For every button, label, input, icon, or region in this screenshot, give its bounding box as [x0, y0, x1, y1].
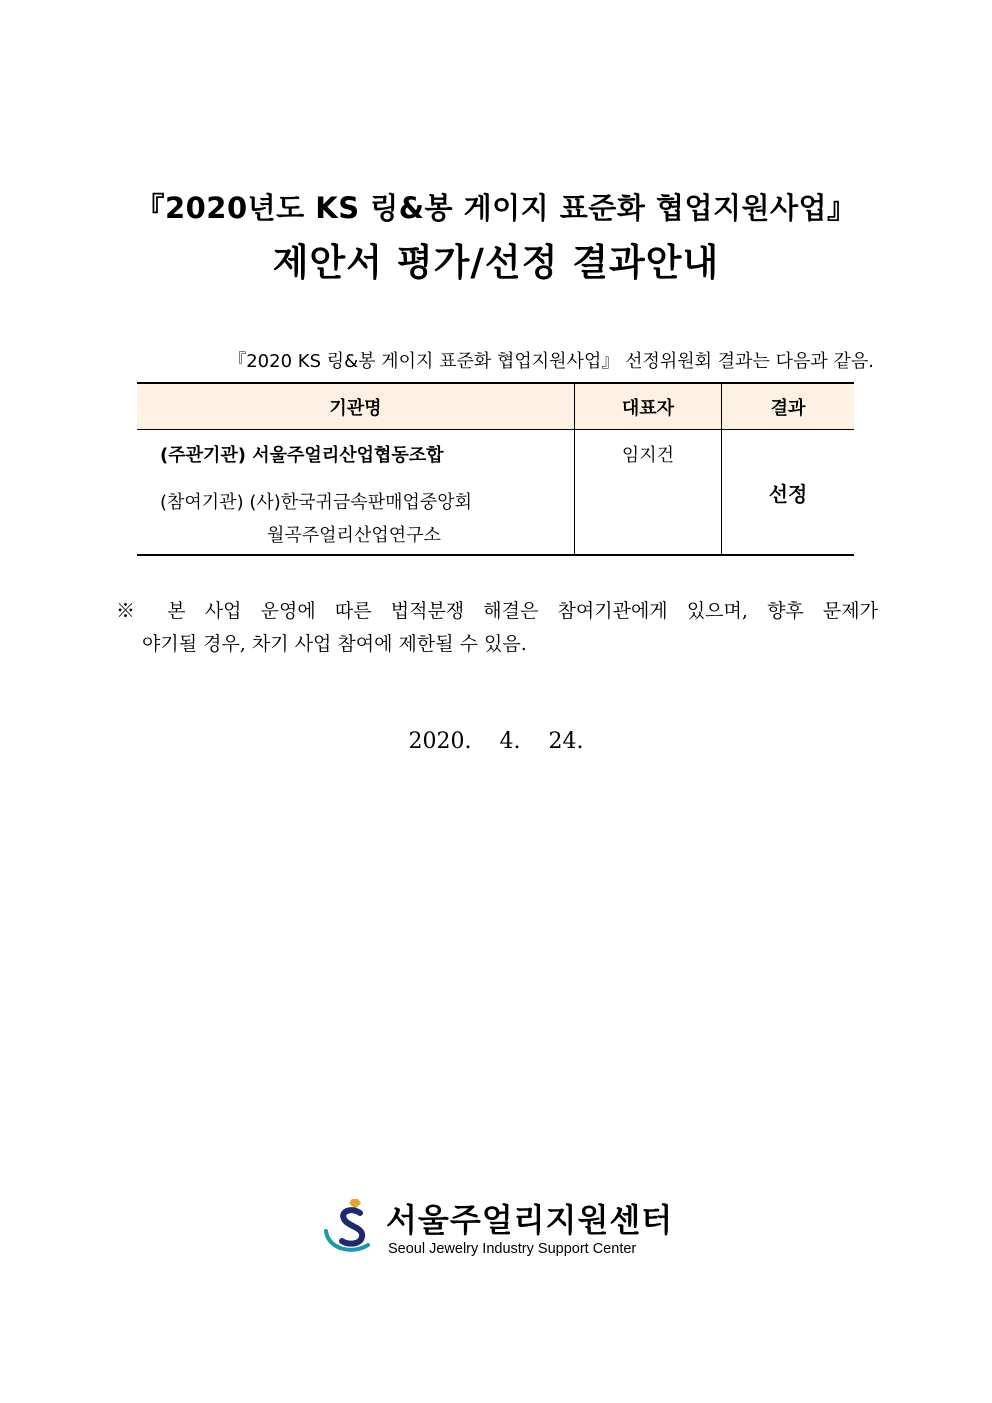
table-row [137, 430, 854, 556]
header-organization: 기관명 [137, 383, 575, 430]
lead-organization: (주관기관) 서울주얼리산업협동조합 [160, 445, 444, 466]
jewelry-ring-s-logo-icon [322, 1197, 378, 1257]
notice-line-1: ※ 본 사업 운영에 따른 법적분쟁 해결은 참여기관에게 있으며, 향후 문제가 [116, 600, 878, 622]
partner-organization-2: 월곡주얼리산업연구소 [267, 525, 441, 546]
result-cell: 선정 [722, 430, 855, 556]
header-result: 결과 [722, 383, 855, 430]
organization-logo [322, 1195, 682, 1265]
intro-text: 『2020 KS 링&봉 게이지 표준화 협업지원사업』 선정위원회 결과는 다음과 같음. [228, 351, 874, 372]
header-representative: 대표자 [575, 383, 722, 430]
logo-korean-name: 서울주얼리지원센터 [386, 1201, 674, 1239]
notice [116, 595, 878, 661]
document-date: 2020. 4. 24. [408, 729, 584, 754]
notice-line-2: 야기될 경우, 차기 사업 참여에 제한될 수 있음. [142, 633, 527, 655]
table-header-row [137, 383, 854, 430]
result-table [137, 382, 854, 556]
logo-english-name: Seoul Jewelry Industry Support Center [388, 1241, 637, 1257]
organization-cell [137, 430, 575, 556]
representative-cell: 임지건 [575, 430, 722, 556]
document-title-line1: 『2020년도 KS 링&봉 게이지 표준화 협업지원사업』 [135, 191, 857, 225]
document-title-line2: 제안서 평가/선정 결과안내 [272, 241, 720, 284]
partner-organization-1: (참여기관) (사)한국귀금속판매업중앙회 [160, 492, 473, 513]
